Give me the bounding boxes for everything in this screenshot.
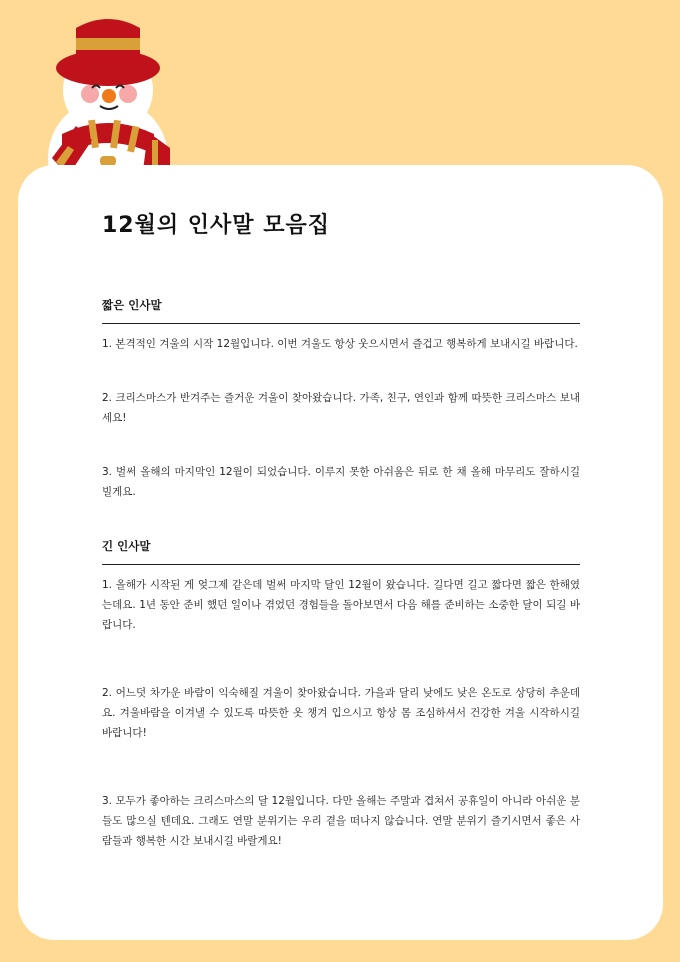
section-heading: 짧은 인사말 xyxy=(102,297,580,324)
greeting-paragraph: 2. 크리스마스가 반겨주는 즐거운 겨울이 찾아왔습니다. 가족, 친구, 연인과 함께 따뜻한 크리스마스 보내세요! xyxy=(102,392,580,424)
content-card xyxy=(18,165,663,940)
long-greetings-section xyxy=(102,538,580,851)
greeting-paragraph: 3. 벌써 올해의 마지막인 12월이 되었습니다. 이루지 못한 아쉬움은 뒤로 한 채 올해 마무리도 잘하시길 빌게요. xyxy=(102,466,580,498)
greeting-paragraph: 1. 본격적인 겨울의 시작 12월입니다. 이번 겨울도 항상 웃으시면서 즐겁고 행복하게 보내시길 바랍니다. xyxy=(102,338,578,350)
document-content xyxy=(102,209,580,899)
page-title: 12월의 인사말 모음집 xyxy=(102,213,330,238)
greeting-paragraph: 3. 모두가 좋아하는 크리스마스의 달 12월입니다. 다만 올해는 주말과 겹쳐서 공휴일이 아니라 아쉬운 분들도 많으실 텐데요. 그래도 연말 분위기는 우리 곁을 떠나지 않습니다. 연말 분위기 즐기시면서 좋은 사람들과 행복한 시간 보내시길 바랄게요! xyxy=(102,795,580,847)
section-heading: 긴 인사말 xyxy=(102,538,580,565)
greeting-paragraph: 1. 올해가 시작된 게 엊그제 같은데 벌써 마지막 달인 12월이 왔습니다. 길다면 길고 짧다면 짧은 한해였는데요. 1년 동안 준비 했던 일이나 겪었던 경험들을 돌아보면서 다음 해를 준비하는 소중한 달이 되길 바랍니다. xyxy=(102,579,580,631)
short-greetings-section xyxy=(102,297,580,502)
snowman-illustration xyxy=(30,8,180,178)
greeting-paragraph: 2. 어느덧 차가운 바람이 익숙해질 겨울이 찾아왔습니다. 가을과 달리 낮에도 낮은 온도로 상당히 추운데요. 겨울바람을 이겨낼 수 있도록 따뜻한 옷 챙겨 입으시고 항상 몸 조심하셔서 건강한 겨울 시작하시길 바랍니다! xyxy=(102,687,580,739)
